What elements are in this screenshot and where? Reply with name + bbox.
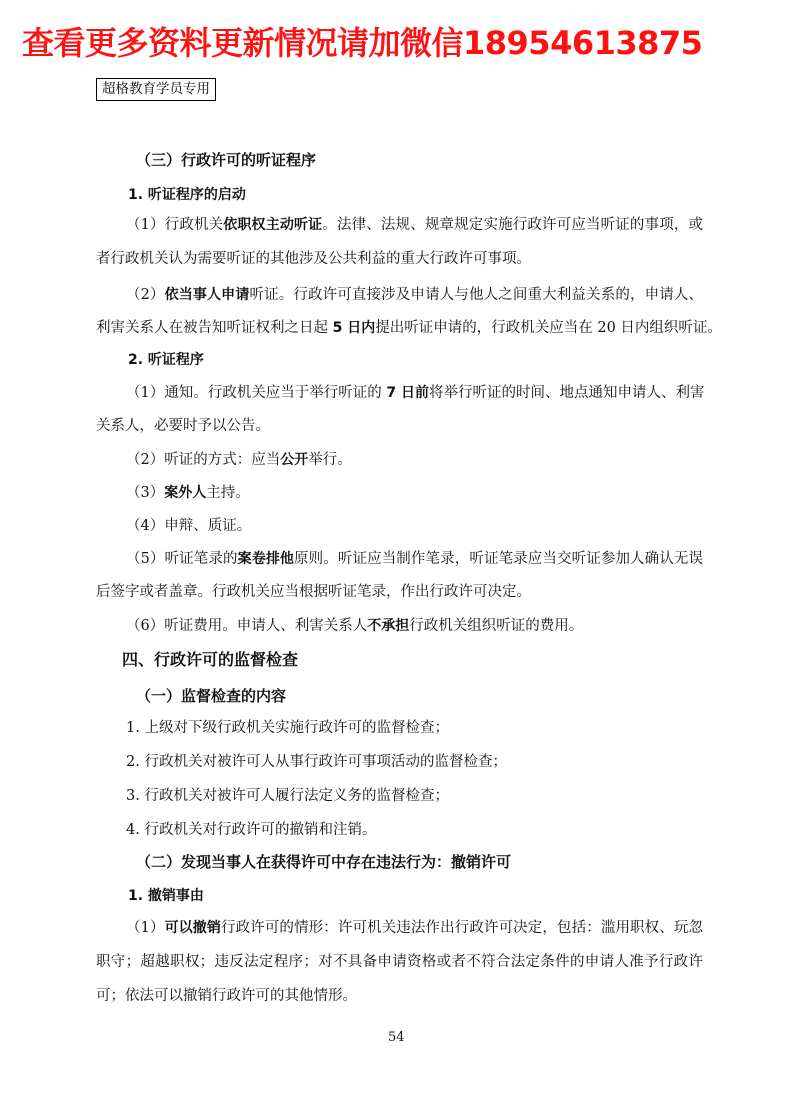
paragraph-line: 者行政机关认为需要听证的其他涉及公共利益的重大行政许可事项。 [96, 251, 531, 267]
paragraph-line: （2）依当事人申请听证。行政许可直接涉及申请人与他人之间重大利益关系的，申请人、 [126, 287, 704, 303]
subheading: 1. 听证程序的启动 [128, 187, 246, 203]
watermark-banner: 查看更多资料更新情况请加微信18954613875 [22, 24, 703, 62]
subheading: （一）监督检查的内容 [136, 687, 287, 705]
paragraph-line: 职守；超越职权；违反法定程序；对不具备申请资格或者不符合法定条件的申请人准予行政许 [96, 954, 703, 970]
paragraph-line: 关系人，必要时予以公告。 [96, 418, 270, 434]
paragraph-line: （4）申辩、质证。 [126, 518, 252, 534]
list-item: 3. 行政机关对被许可人履行法定义务的监督检查； [126, 788, 449, 804]
paragraph-line: （5）听证笔录的案卷排他原则。听证应当制作笔录，听证笔录应当交听证参加人确认无误 [126, 551, 703, 567]
paragraph-line: （2）听证的方式：应当公开举行。 [126, 452, 352, 468]
section-heading: （三）行政许可的听证程序 [136, 151, 317, 169]
paragraph-line: 利害关系人在被告知听证权利之日起 5 日内提出听证申请的，行政机关应当在 20 日内组织听证。 [96, 320, 722, 336]
subheading: 2. 听证程序 [128, 352, 204, 368]
paragraph-line: （1）可以撤销行政许可的情形：许可机关违法作出行政许可决定，包括：滥用职权、玩忽 [126, 920, 703, 936]
paragraph-line: 后签字或者盖章。行政机关应当根据听证笔录，作出行政许可决定。 [96, 584, 531, 600]
list-item: 1. 上级对下级行政机关实施行政许可的监督检查； [126, 720, 449, 736]
paragraph-line: （1）通知。行政机关应当于举行听证的 7 日前将举行听证的时间、地点通知申请人、利害 [126, 385, 705, 401]
list-item: 2. 行政机关对被许可人从事行政许可事项活动的监督检查； [126, 754, 507, 770]
paragraph-line: 可；依法可以撤销行政许可的其他情形。 [96, 988, 357, 1004]
page-number: 54 [388, 1030, 405, 1045]
section-heading: 四、行政许可的监督检查 [122, 650, 299, 669]
list-item: 4. 行政机关对行政许可的撤销和注销。 [126, 822, 377, 838]
subheading: 1. 撤销事由 [128, 888, 204, 904]
paragraph-line: （1）行政机关依职权主动听证。法律、法规、规章规定实施行政许可应当听证的事项，或 [126, 217, 704, 233]
paragraph-line: （3）案外人主持。 [126, 485, 250, 501]
student-use-tag: 超格教育学员专用 [96, 78, 216, 101]
paragraph-line: （6）听证费用。申请人、利害关系人不承担行政机关组织听证的费用。 [126, 618, 584, 634]
subheading: （二）发现当事人在获得许可中存在违法行为：撤销许可 [136, 853, 512, 871]
